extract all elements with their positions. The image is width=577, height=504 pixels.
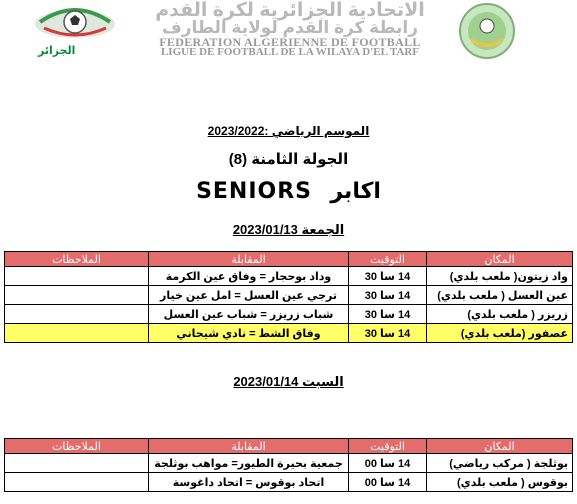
- cell-match: جمعية بحيرة الطيور= مواهب بوثلجة: [149, 454, 349, 473]
- cell-match: وداد بوحجار = وفاق عين الكرمة: [149, 267, 349, 286]
- table-row-highlighted: [5, 324, 573, 343]
- cell-notes: [5, 267, 149, 286]
- col-header-time: التوقيت: [349, 439, 427, 454]
- category-latin: SENIORS: [196, 179, 313, 204]
- col-header-time: التوقيت: [349, 252, 427, 267]
- table-row: [5, 286, 573, 305]
- cell-place: زريزر ( ملعب بلدي): [427, 305, 573, 324]
- category-arabic: اكابر: [330, 178, 381, 203]
- cell-time: 14 سا 30: [349, 305, 427, 324]
- table-header-row: [5, 439, 573, 454]
- cell-notes: [5, 286, 149, 305]
- cell-match: اتحاد بوقوس = اتحاد داغوسة: [149, 473, 349, 492]
- league-arabic-name: رابطة كرة القدم لولاية الطارف: [161, 18, 419, 37]
- matches-table-friday: [4, 251, 573, 343]
- cell-time: 14 سا 30: [349, 324, 427, 343]
- cell-notes: [5, 324, 149, 343]
- col-header-match: المقابلة: [149, 439, 349, 454]
- category-title: [150, 178, 427, 204]
- league-french-name: LIGUE DE FOOTBALL DE LA WILAYA D'EL TARF: [160, 46, 420, 58]
- table-row: [5, 267, 573, 286]
- cell-match: ترجي عين العسل = امل عين خيار: [149, 286, 349, 305]
- cell-place: عصفور (ملعب بلدي): [427, 324, 573, 343]
- day-label-friday: الجمعة 2023/01/13: [232, 222, 345, 237]
- day-label-saturday: السبت 2023/01/14: [233, 374, 344, 389]
- col-header-notes: الملاحظات: [5, 439, 149, 454]
- col-header-notes: الملاحظات: [5, 252, 149, 267]
- cell-notes: [5, 473, 149, 492]
- table-row: [5, 454, 573, 473]
- cell-time: 14 سا 00: [349, 473, 427, 492]
- matches-table-saturday: [4, 438, 573, 492]
- letterhead: [0, 0, 577, 62]
- cell-place: بوثلجة ( مركب رياضي): [427, 454, 573, 473]
- cell-notes: [5, 454, 149, 473]
- cell-place: واد زيتون( ملعب بلدي): [427, 267, 573, 286]
- col-header-place: المكان: [427, 252, 573, 267]
- cell-notes: [5, 305, 149, 324]
- cell-place: بوقوس ( ملعب بلدي): [427, 473, 573, 492]
- cell-match: شباب زريزر = شباب عين العسل: [149, 305, 349, 324]
- cell-time: 14 سا 00: [349, 454, 427, 473]
- federation-arabic-name: الاتحادية الجزائرية لكرة القدم: [155, 0, 425, 21]
- cell-time: 14 سا 30: [349, 267, 427, 286]
- table-row: [5, 473, 573, 492]
- season-label: الموسم الرياضي :2023/2022: [207, 124, 370, 138]
- algerie-label: الجزائر: [38, 45, 76, 57]
- round-title: الجولة الثامنة (8): [228, 151, 349, 168]
- federation-french-name: FEDERATION ALGERIENNE DE FOOTBALL: [159, 35, 421, 49]
- table-row: [5, 305, 573, 324]
- col-header-place: المكان: [427, 439, 573, 454]
- table-header-row: [5, 252, 573, 267]
- league-logo-icon: [458, 2, 516, 60]
- cell-match: وفاق الشط = نادي شيحاني: [149, 324, 349, 343]
- col-header-match: المقابلة: [149, 252, 349, 267]
- cell-place: عين العسل ( ملعب بلدي): [427, 286, 573, 305]
- cell-time: 14 سا 30: [349, 286, 427, 305]
